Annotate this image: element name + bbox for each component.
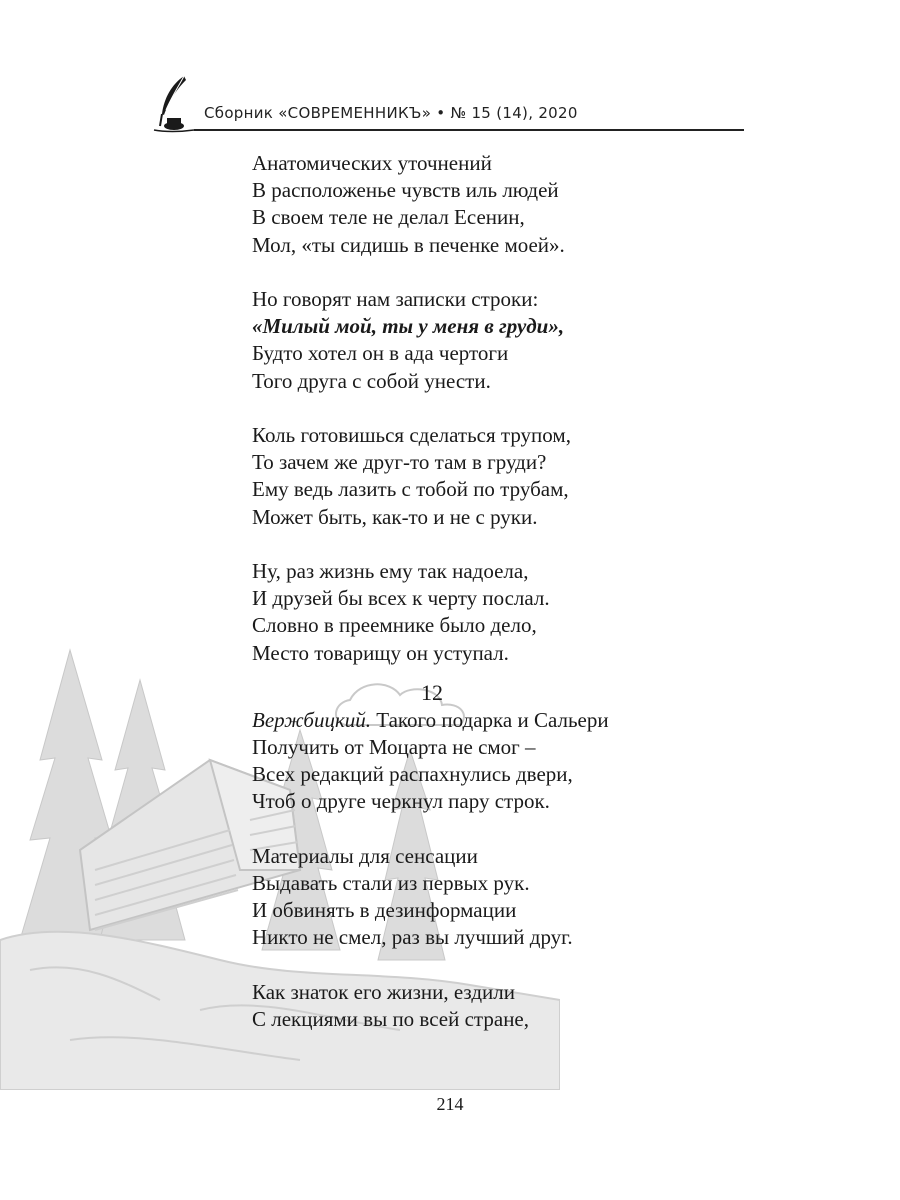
section-lead: Вержбицкий. [252,707,372,732]
poem-line-text: Такого подарка и Сальери [371,707,609,732]
poem-line: Всех редакций распахнулись двери, [252,762,573,787]
stanza-5 [252,707,772,816]
stanza-6 [252,843,772,952]
poem-line: С лекциями вы по всей стране, [252,1007,529,1032]
poem-line: Но говорят нам записки строки: [252,287,539,311]
running-header [150,74,750,134]
page-number: 214 [436,1094,464,1114]
poem-line: То зачем же друг-то там в груди? [252,450,547,475]
stanza-7 [252,979,772,1033]
poem-line: Коль готовишься сделаться трупом, [252,423,571,447]
poem-line: Может быть, как-то и не с руки. [252,504,538,529]
poem-line: Получить от Моцарта не смог – [252,735,536,760]
stanza-4 [252,558,772,667]
poem-body [252,150,772,1060]
poem-line: Как знаток его жизни, ездили [252,979,515,1004]
poem-line: Материалы для сенсации [252,843,478,868]
poem-line: Никто не смел, раз вы лучший друг. [252,925,573,950]
poem-line: Словно в преемнике было дело, [252,613,537,638]
poem-line-quote: «Милый мой, ты у меня в груди», [252,314,565,339]
poem-line: Мол, «ты сидишь в печенке моей». [252,232,565,257]
stanza-3 [252,422,772,531]
poem-line: Ему ведь лазить с тобой по трубам, [252,477,569,502]
poem-line: Ну, раз жизнь ему так надоела, [252,559,529,583]
header-title: Сборник «СОВРЕМЕННИКЪ» • № 15 (14), 2020 [204,104,578,122]
poem-line: В своем теле не делал Есенин, [252,205,525,230]
poem-line: Выдавать стали из первых рук. [252,871,530,896]
poem-line: Того друга с собой унести. [252,368,491,393]
poem-line: Место товарищу он уступал. [252,640,509,665]
header-rule [194,129,744,131]
stanza-2 [252,286,772,395]
section-number: 12 [421,679,443,705]
poem-line [252,707,772,734]
poem-line: Чтоб о друге черкнул пару строк. [252,789,550,814]
poem-line: И обвинять в дезинформации [252,898,517,923]
poem-line: Анатомических уточнений [252,151,492,175]
quill-inkwell-icon [150,74,198,134]
stanza-1 [252,150,772,259]
poem-line: В расположенье чувств иль людей [252,178,559,203]
poem-line: И друзей бы всех к черту послал. [252,586,550,611]
poem-line: Будто хотел он в ада чертоги [252,341,509,366]
